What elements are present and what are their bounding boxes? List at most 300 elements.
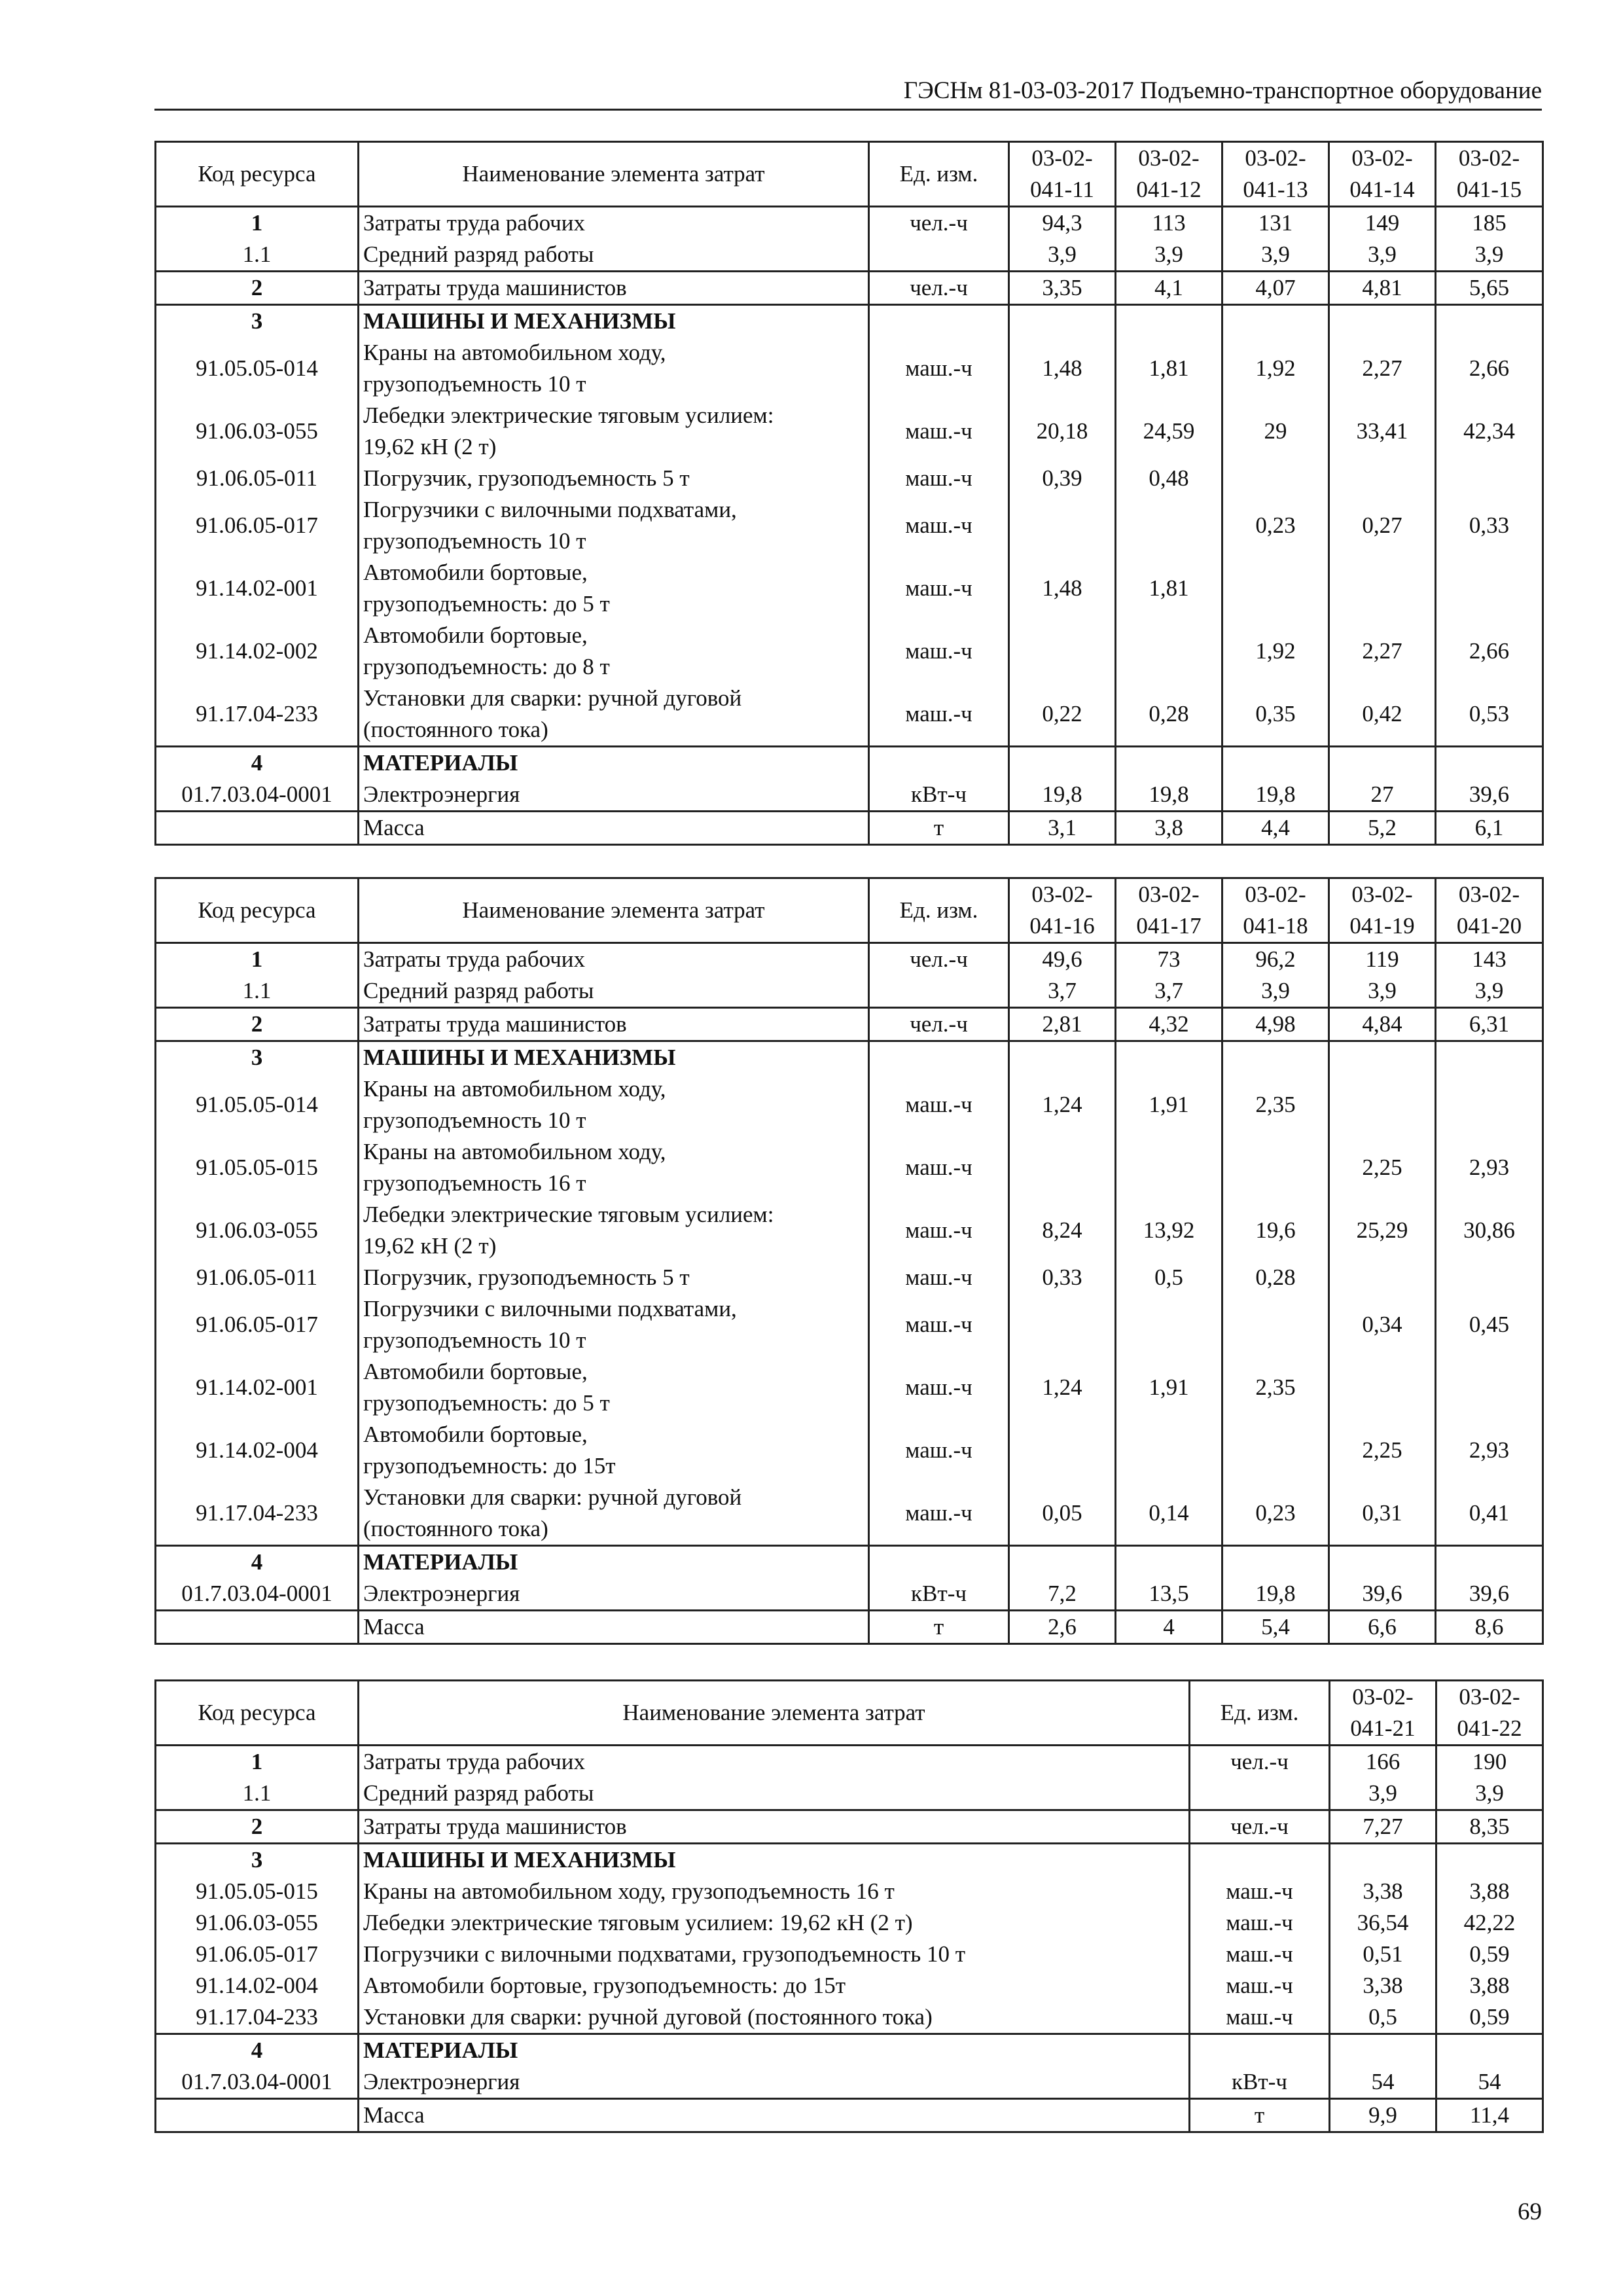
resource-code: 1.1 [156, 1778, 359, 1810]
resource-name: Средний разряд работы [359, 1778, 1190, 1810]
resource-value: 4,4 [1222, 812, 1329, 845]
table-row [156, 337, 1543, 400]
resource-value [1222, 305, 1329, 338]
column-header: 03-02- 041-13 [1222, 142, 1329, 207]
resource-value [1116, 747, 1222, 780]
resource-code: 1 [156, 1746, 359, 1778]
resource-code: 91.06.03-055 [156, 1907, 359, 1939]
column-header: Наименование элемента затрат [359, 1681, 1190, 1746]
resource-value: 190 [1436, 1746, 1543, 1778]
table-row [156, 683, 1543, 747]
resource-unit: т [869, 812, 1009, 845]
resource-value [1329, 1041, 1436, 1074]
resource-value: 0,28 [1222, 1262, 1329, 1293]
resource-code: 91.17.04-233 [156, 1482, 359, 1546]
resource-name: Электроэнергия [359, 2066, 1190, 2099]
resource-unit: чел.-ч [869, 943, 1009, 976]
resource-unit [869, 305, 1009, 338]
resource-name: Затраты труда рабочих [359, 207, 869, 240]
table-row [156, 1844, 1543, 1876]
resource-value: 5,4 [1222, 1611, 1329, 1644]
resource-value [1329, 1546, 1436, 1579]
resource-value: 4 [1116, 1611, 1222, 1644]
resource-value [1222, 1136, 1329, 1199]
table-row [156, 943, 1543, 976]
resource-value [1436, 1073, 1543, 1136]
resource-value: 3,7 [1009, 975, 1116, 1008]
resource-value [1329, 305, 1436, 338]
resource-value: 39,6 [1436, 1578, 1543, 1611]
resource-code: 4 [156, 1546, 359, 1579]
resource-value: 1,92 [1222, 337, 1329, 400]
resource-value: 29 [1222, 400, 1329, 463]
resource-value [1436, 463, 1543, 494]
resource-value: 5,2 [1329, 812, 1436, 845]
table-row [156, 1262, 1543, 1293]
resource-value: 1,48 [1009, 337, 1116, 400]
resource-value [1329, 463, 1436, 494]
resource-value: 4,32 [1116, 1008, 1222, 1041]
resource-value: 9,9 [1330, 2099, 1436, 2132]
resource-unit: т [869, 1611, 1009, 1644]
resource-unit: маш.-ч [1190, 1970, 1330, 2001]
resource-value: 19,8 [1222, 779, 1329, 812]
resource-name: Автомобили бортовые, грузоподъемность: до 5 т [359, 557, 869, 620]
resource-value [1009, 620, 1116, 683]
resource-value: 3,88 [1436, 1876, 1543, 1907]
resource-value [1009, 1546, 1116, 1579]
resource-code: 91.06.05-017 [156, 1939, 359, 1970]
resource-code: 91.05.05-014 [156, 337, 359, 400]
resource-name: МАТЕРИАЛЫ [359, 1546, 869, 1579]
resource-unit: чел.-ч [869, 272, 1009, 305]
resource-value: 33,41 [1329, 400, 1436, 463]
resource-value: 4,07 [1222, 272, 1329, 305]
resource-value [1116, 620, 1222, 683]
resource-name: Установки для сварки: ручной дуговой (постоянного тока) [359, 2001, 1190, 2034]
resource-value [1330, 1844, 1436, 1876]
resource-value [1436, 2034, 1543, 2067]
resource-value: 73 [1116, 943, 1222, 976]
resource-code: 91.06.03-055 [156, 400, 359, 463]
resource-value: 2,35 [1222, 1073, 1329, 1136]
resource-name: Масса [359, 2099, 1190, 2132]
resource-name: Погрузчики с вилочными подхватами, грузоподъемность 10 т [359, 494, 869, 557]
resource-code [156, 2099, 359, 2132]
resource-value: 3,9 [1436, 1778, 1543, 1810]
resource-name: МАШИНЫ И МЕХАНИЗМЫ [359, 1844, 1190, 1876]
resource-value: 3,9 [1009, 239, 1116, 272]
table-row [156, 400, 1543, 463]
resource-value [1009, 1136, 1116, 1199]
resource-value: 54 [1436, 2066, 1543, 2099]
table-row [156, 494, 1543, 557]
resource-value: 30,86 [1436, 1199, 1543, 1262]
resource-value: 3,38 [1330, 1970, 1436, 2001]
table-row [156, 1136, 1543, 1199]
resource-name: МАШИНЫ И МЕХАНИЗМЫ [359, 1041, 869, 1074]
resource-value: 3,9 [1436, 239, 1543, 272]
resource-value: 0,59 [1436, 2001, 1543, 2034]
resource-table-2 [154, 877, 1544, 1645]
resource-value [1222, 1293, 1329, 1356]
resource-unit [869, 239, 1009, 272]
resource-code: 91.05.05-015 [156, 1136, 359, 1199]
resource-code: 91.14.02-001 [156, 1356, 359, 1419]
resource-value: 0,33 [1436, 494, 1543, 557]
column-header: 03-02- 041-18 [1222, 878, 1329, 943]
resource-value: 0,33 [1009, 1262, 1116, 1293]
resource-code: 3 [156, 1041, 359, 1074]
resource-value: 4,98 [1222, 1008, 1329, 1041]
resource-name: Автомобили бортовые, грузоподъемность: до 5 т [359, 1356, 869, 1419]
table-row [156, 463, 1543, 494]
resource-name: Затраты труда машинистов [359, 1810, 1190, 1844]
resource-value: 8,35 [1436, 1810, 1543, 1844]
resource-value: 0,41 [1436, 1482, 1543, 1546]
resource-value: 1,91 [1116, 1356, 1222, 1419]
column-header: 03-02- 041-17 [1116, 878, 1222, 943]
resource-value: 3,9 [1222, 975, 1329, 1008]
resource-value: 131 [1222, 207, 1329, 240]
resource-value [1436, 1844, 1543, 1876]
table-row [156, 1199, 1543, 1262]
resource-name: Средний разряд работы [359, 239, 869, 272]
table-row [156, 1778, 1543, 1810]
resource-unit: маш.-ч [869, 400, 1009, 463]
resource-value: 3,9 [1329, 239, 1436, 272]
resource-value [1329, 1356, 1436, 1419]
table-row [156, 305, 1543, 338]
resource-value [1436, 305, 1543, 338]
resource-value [1329, 747, 1436, 780]
header-title: ГЭСНм 81-03-03-2017 Подъемно-транспортное оборудование [903, 77, 1542, 104]
resource-value [1222, 1546, 1329, 1579]
table-header-row [156, 142, 1543, 207]
resource-value: 0,23 [1222, 494, 1329, 557]
resource-value: 2,93 [1436, 1136, 1543, 1199]
table-row [156, 1356, 1543, 1419]
resource-code: 01.7.03.04-0001 [156, 1578, 359, 1611]
table-row [156, 779, 1543, 812]
resource-name: Лебедки электрические тяговым усилием: 19,62 кН (2 т) [359, 1907, 1190, 1939]
resource-value [1116, 1136, 1222, 1199]
table-row [156, 207, 1543, 240]
resource-code: 1 [156, 207, 359, 240]
resource-value: 4,84 [1329, 1008, 1436, 1041]
table-row [156, 1419, 1543, 1482]
resource-unit: маш.-ч [869, 1199, 1009, 1262]
table-row [156, 975, 1543, 1008]
resource-code: 91.06.05-017 [156, 494, 359, 557]
resource-value: 42,34 [1436, 400, 1543, 463]
resource-name: Погрузчики с вилочными подхватами, грузоподъемность 10 т [359, 1293, 869, 1356]
resource-value: 0,53 [1436, 683, 1543, 747]
resource-name: Краны на автомобильном ходу, грузоподъемность 10 т [359, 1073, 869, 1136]
resource-unit [1190, 1778, 1330, 1810]
resource-value: 0,05 [1009, 1482, 1116, 1546]
resource-value [1436, 1262, 1543, 1293]
resource-value: 1,24 [1009, 1073, 1116, 1136]
resource-value: 1,92 [1222, 620, 1329, 683]
column-header: 03-02- 041-21 [1330, 1681, 1436, 1746]
resource-value [1222, 557, 1329, 620]
resource-unit: чел.-ч [1190, 1746, 1330, 1778]
resource-value: 4,81 [1329, 272, 1436, 305]
resource-code: 2 [156, 1008, 359, 1041]
resource-value: 1,91 [1116, 1073, 1222, 1136]
resource-value: 3,9 [1329, 975, 1436, 1008]
resource-value: 0,14 [1116, 1482, 1222, 1546]
resource-value: 1,81 [1116, 557, 1222, 620]
column-header: Код ресурса [156, 878, 359, 943]
table-row [156, 1293, 1543, 1356]
resource-value: 0,59 [1436, 1939, 1543, 1970]
resource-unit [1190, 1844, 1330, 1876]
resource-value: 3,9 [1222, 239, 1329, 272]
resource-code: 2 [156, 272, 359, 305]
column-header: Наименование элемента затрат [359, 142, 869, 207]
resource-value: 149 [1329, 207, 1436, 240]
resource-value: 19,8 [1009, 779, 1116, 812]
resource-value: 0,27 [1329, 494, 1436, 557]
table-row [156, 1746, 1543, 1778]
column-header: 03-02- 041-16 [1009, 878, 1116, 943]
resource-value: 19,6 [1222, 1199, 1329, 1262]
resource-name: Масса [359, 812, 869, 845]
resource-value [1436, 747, 1543, 780]
resource-value [1116, 1041, 1222, 1074]
resource-value: 49,6 [1009, 943, 1116, 976]
column-header: 03-02- 041-15 [1436, 142, 1543, 207]
table-row [156, 1041, 1543, 1074]
resource-value: 94,3 [1009, 207, 1116, 240]
resource-value: 0,48 [1116, 463, 1222, 494]
resource-value: 2,35 [1222, 1356, 1329, 1419]
resource-code [156, 812, 359, 845]
resource-code: 3 [156, 1844, 359, 1876]
resource-code: 91.05.05-014 [156, 1073, 359, 1136]
resource-value: 0,23 [1222, 1482, 1329, 1546]
table-row [156, 2034, 1543, 2067]
resource-value: 3,38 [1330, 1876, 1436, 1907]
resource-value: 24,59 [1116, 400, 1222, 463]
table-row [156, 1546, 1543, 1579]
resource-value: 54 [1330, 2066, 1436, 2099]
resource-value: 0,45 [1436, 1293, 1543, 1356]
resource-unit: маш.-ч [1190, 1907, 1330, 1939]
resource-name: МАШИНЫ И МЕХАНИЗМЫ [359, 305, 869, 338]
resource-value: 0,22 [1009, 683, 1116, 747]
resource-value: 2,6 [1009, 1611, 1116, 1644]
resource-code: 91.14.02-002 [156, 620, 359, 683]
resource-code [156, 1611, 359, 1644]
resource-code: 1.1 [156, 975, 359, 1008]
table-row [156, 747, 1543, 780]
resource-value: 0,42 [1329, 683, 1436, 747]
resource-name: Затраты труда машинистов [359, 272, 869, 305]
table-row [156, 1482, 1543, 1546]
resource-table-3 [154, 1679, 1544, 2133]
resource-unit: маш.-ч [869, 494, 1009, 557]
resource-code: 91.14.02-004 [156, 1970, 359, 2001]
resource-name: Масса [359, 1611, 869, 1644]
resource-name: Электроэнергия [359, 779, 869, 812]
resource-name: МАТЕРИАЛЫ [359, 2034, 1190, 2067]
resource-value: 39,6 [1436, 779, 1543, 812]
resource-code: 01.7.03.04-0001 [156, 779, 359, 812]
table-row [156, 1810, 1543, 1844]
resource-name: Затраты труда рабочих [359, 943, 869, 976]
resource-name: Погрузчик, грузоподъемность 5 т [359, 1262, 869, 1293]
table-row [156, 1073, 1543, 1136]
resource-unit: чел.-ч [869, 207, 1009, 240]
resource-name: Краны на автомобильном ходу, грузоподъемность 10 т [359, 337, 869, 400]
resource-code: 1.1 [156, 239, 359, 272]
resource-value: 2,25 [1329, 1136, 1436, 1199]
resource-unit: чел.-ч [1190, 1810, 1330, 1844]
table-row [156, 1970, 1543, 2001]
resource-code: 4 [156, 2034, 359, 2067]
table-row [156, 1939, 1543, 1970]
resource-unit [869, 1041, 1009, 1074]
resource-value [1116, 494, 1222, 557]
resource-code: 2 [156, 1810, 359, 1844]
resource-value: 36,54 [1330, 1907, 1436, 1939]
resource-value: 3,9 [1436, 975, 1543, 1008]
column-header: 03-02- 041-11 [1009, 142, 1116, 207]
table-header-row [156, 1681, 1543, 1746]
column-header: Ед. изм. [1190, 1681, 1330, 1746]
resource-unit: маш.-ч [869, 620, 1009, 683]
resource-value: 2,81 [1009, 1008, 1116, 1041]
resource-value: 5,65 [1436, 272, 1543, 305]
resource-value: 2,27 [1329, 620, 1436, 683]
resource-unit [869, 975, 1009, 1008]
column-header: Код ресурса [156, 142, 359, 207]
resource-name: Установки для сварки: ручной дуговой (постоянного тока) [359, 683, 869, 747]
resource-value: 3,9 [1116, 239, 1222, 272]
resource-value: 0,31 [1329, 1482, 1436, 1546]
resource-value [1222, 1041, 1329, 1074]
resource-code: 3 [156, 305, 359, 338]
table-row [156, 557, 1543, 620]
resource-value: 185 [1436, 207, 1543, 240]
resource-value [1329, 1073, 1436, 1136]
resource-value [1222, 747, 1329, 780]
column-header: 03-02- 041-22 [1436, 1681, 1543, 1746]
resource-value: 3,9 [1330, 1778, 1436, 1810]
table-row [156, 812, 1543, 845]
column-header: 03-02- 041-12 [1116, 142, 1222, 207]
resource-unit [869, 747, 1009, 780]
column-header: 03-02- 041-20 [1436, 878, 1543, 943]
resource-value: 0,28 [1116, 683, 1222, 747]
resource-unit: маш.-ч [869, 683, 1009, 747]
resource-value: 3,1 [1009, 812, 1116, 845]
table-header-row [156, 878, 1543, 943]
page-header [154, 73, 1542, 111]
resource-name: Электроэнергия [359, 1578, 869, 1611]
resource-value: 3,88 [1436, 1970, 1543, 2001]
table-row [156, 1876, 1543, 1907]
resource-value [1222, 1419, 1329, 1482]
resource-value: 1,48 [1009, 557, 1116, 620]
resource-code: 1 [156, 943, 359, 976]
resource-value: 6,31 [1436, 1008, 1543, 1041]
table-row [156, 2066, 1543, 2099]
resource-code: 91.06.05-017 [156, 1293, 359, 1356]
resource-value: 2,93 [1436, 1419, 1543, 1482]
resource-code: 91.06.05-011 [156, 463, 359, 494]
resource-value: 39,6 [1329, 1578, 1436, 1611]
resource-value [1436, 1356, 1543, 1419]
resource-value [1009, 494, 1116, 557]
resource-value: 2,66 [1436, 620, 1543, 683]
resource-unit: маш.-ч [1190, 1876, 1330, 1907]
resource-name: Автомобили бортовые, грузоподъемность: до 15т [359, 1419, 869, 1482]
table-row [156, 2099, 1543, 2132]
resource-unit: кВт-ч [1190, 2066, 1330, 2099]
resource-name: Краны на автомобильном ходу, грузоподъемность 16 т [359, 1876, 1190, 1907]
resource-unit [1190, 2034, 1330, 2067]
resource-unit: маш.-ч [869, 1293, 1009, 1356]
column-header: 03-02- 041-14 [1329, 142, 1436, 207]
resource-code: 91.05.05-015 [156, 1876, 359, 1907]
resource-value [1116, 1419, 1222, 1482]
resource-value: 25,29 [1329, 1199, 1436, 1262]
column-header: Код ресурса [156, 1681, 359, 1746]
resource-value: 166 [1330, 1746, 1436, 1778]
resource-value: 0,35 [1222, 683, 1329, 747]
table-row [156, 1008, 1543, 1041]
resource-value [1116, 1293, 1222, 1356]
resource-unit: кВт-ч [869, 779, 1009, 812]
resource-value: 3,8 [1116, 812, 1222, 845]
resource-value: 0,5 [1116, 1262, 1222, 1293]
resource-value: 1,81 [1116, 337, 1222, 400]
table-row [156, 239, 1543, 272]
resource-unit: маш.-ч [1190, 2001, 1330, 2034]
resource-code: 91.17.04-233 [156, 683, 359, 747]
table-row [156, 1611, 1543, 1644]
resource-value: 20,18 [1009, 400, 1116, 463]
resource-value [1436, 557, 1543, 620]
resource-value [1330, 2034, 1436, 2067]
resource-value: 6,1 [1436, 812, 1543, 845]
resource-value: 27 [1329, 779, 1436, 812]
resource-name: Затраты труда рабочих [359, 1746, 1190, 1778]
column-header: Наименование элемента затрат [359, 878, 869, 943]
table-row [156, 1578, 1543, 1611]
resource-value: 3,7 [1116, 975, 1222, 1008]
resource-value [1329, 557, 1436, 620]
resource-name: Погрузчики с вилочными подхватами, грузоподъемность 10 т [359, 1939, 1190, 1970]
resource-code: 91.14.02-004 [156, 1419, 359, 1482]
resource-value [1116, 305, 1222, 338]
resource-value: 0,34 [1329, 1293, 1436, 1356]
resource-value: 119 [1329, 943, 1436, 976]
resource-name: Автомобили бортовые, грузоподъемность: до 8 т [359, 620, 869, 683]
resource-value: 8,6 [1436, 1611, 1543, 1644]
resource-value [1009, 1419, 1116, 1482]
resource-name: Погрузчик, грузоподъемность 5 т [359, 463, 869, 494]
resource-code: 91.06.03-055 [156, 1199, 359, 1262]
resource-name: Автомобили бортовые, грузоподъемность: до 15т [359, 1970, 1190, 2001]
resource-value [1009, 1293, 1116, 1356]
resource-unit: маш.-ч [869, 1482, 1009, 1546]
resource-unit: маш.-ч [869, 337, 1009, 400]
